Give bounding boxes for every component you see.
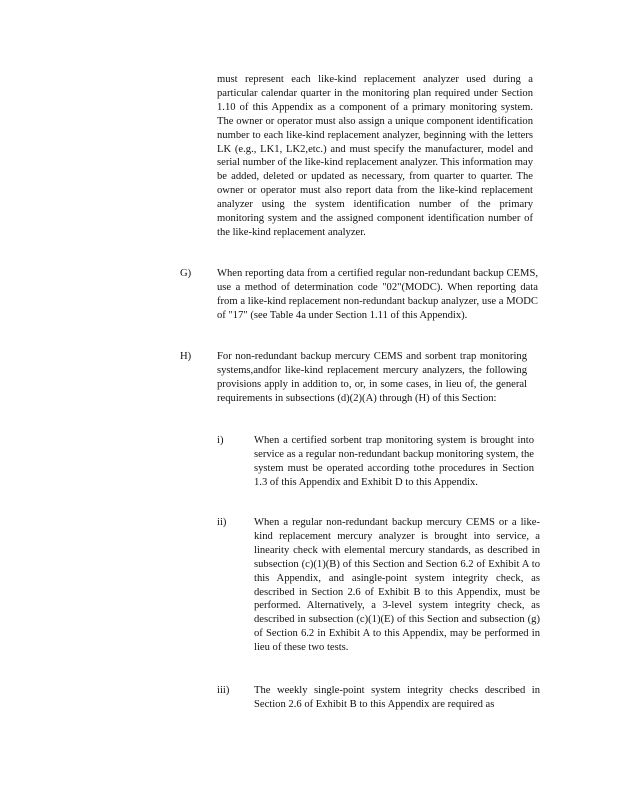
item-g-label: G) — [180, 268, 192, 279]
continuation-paragraph: must represent each like-kind replacement analyzer used during a particular calendar quarter in the monitoring plan required under Section 1.10 of this Appendix as a component of a primary monitoring system. The owner or operator must also assign a unique component identification number to each like-kind replacement analyzer, beginning with the letters LK (e.g., LK1, LK2,etc.) and must specify the manufacturer, model and serial number of the like-kind replacement analyzer. This information may be added, deleted or updated as necessary, from quarter to quarter. The owner or operator must also report data from the like-kind replacement analyzer using the system identification number of the primary monitoring system and the assigned component identification number of the like-kind replacement analyzer. — [217, 74, 533, 238]
item-h-label: H) — [180, 351, 192, 362]
subitem-iii-label: iii) — [217, 685, 230, 696]
subitem-i-label: i) — [217, 435, 224, 446]
subitem-i-paragraph: When a certified sorbent trap monitoring system is brought into service as a regular non-redundant backup monitoring system, the system must be operated according tothe procedures in Section 1.3 of this Appendix and Exhibit D to this Appendix. — [254, 435, 534, 488]
item-h-paragraph: For non-redundant backup mercury CEMS and sorbent trap monitoring systems,andfor like-kind replacement mercury analyzers, the following provisions apply in addition to, or, in some cases, in lieu of, the general requirements in subsections (d)(2)(A) through (H) of this Section: — [217, 351, 527, 404]
subitem-iii-paragraph: The weekly single-point system integrity checks described in Section 2.6 of Exhibit B to this Appendix are required as — [254, 685, 540, 710]
item-g-paragraph: When reporting data from a certified regular non-redundant backup CEMS, use a method of determination code "02"(MODC). When reporting data from a like-kind replacement non-redundant backup analyzer, use a MODC of "17" (see Table 4a under Section 1.11 of this Appendix). — [217, 268, 538, 321]
subitem-ii-paragraph: When a regular non-redundant backup mercury CEMS or a like-kind replacement mercury analyzer is brought into service, a linearity check with elemental mercury standards, as described in subsection (c)(1)(B) of this Section and Section 6.2 of Exhibit A to this Appendix, and asingle-point system integrity check, as described in Section 2.6 of Exhibit B to this Appendix, must be performed. Alternatively, a 3-level system integrity check, as described in subsection (c)(1)(E) of this Section and subsection (g) of Section 6.2 in Exhibit A to this Appendix, may be performed in lieu of these two tests. — [254, 517, 540, 654]
subitem-ii-label: ii) — [217, 517, 227, 528]
